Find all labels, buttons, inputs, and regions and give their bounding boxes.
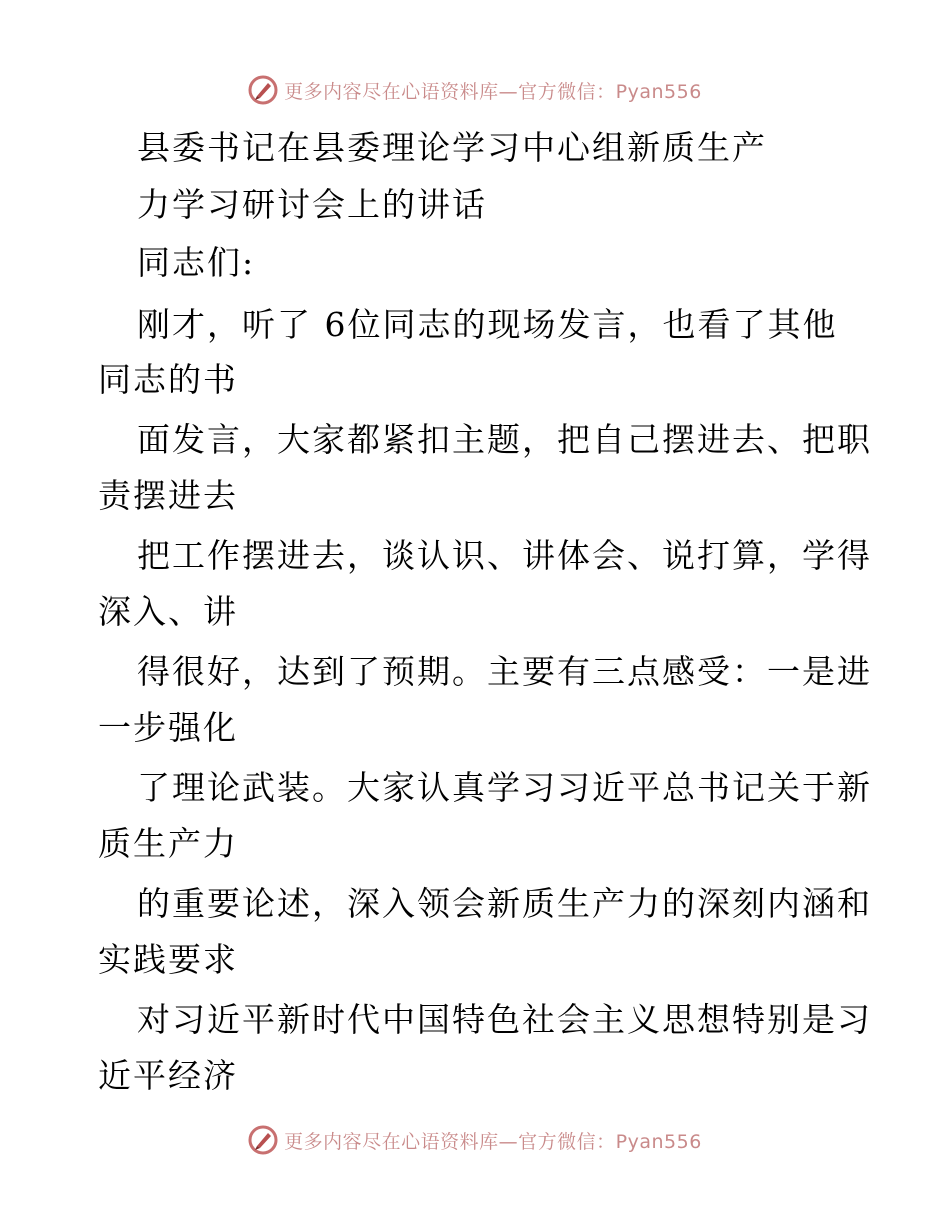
paragraph-line: 得很好，达到了预期。主要有三点感受：一是进	[137, 652, 872, 691]
paragraph-line: 近平经济	[98, 1056, 238, 1095]
paragraph-line: 质生产力	[98, 824, 238, 863]
pen-logo-icon	[248, 1125, 278, 1155]
watermark-text: 更多内容尽在心语资料库—官方微信：Pyan556	[284, 80, 702, 103]
paragraph-line: 了理论武装。大家认真学习习近平总书记关于新	[137, 768, 872, 807]
paragraph-line: 对习近平新时代中国特色社会主义思想特别是习	[137, 1000, 872, 1039]
title-line-1: 县委书记在县委理论学习中心组新质生产	[137, 128, 767, 167]
watermark-text: 更多内容尽在心语资料库—官方微信：Pyan556	[284, 1130, 702, 1153]
paragraph-line: 刚才，听了 6位同志的现场发言，也看了其他	[137, 305, 838, 344]
salutation: 同志们:	[137, 243, 256, 282]
paragraph-line: 同志的书	[98, 360, 238, 399]
watermark-footer	[0, 1120, 950, 1160]
paragraph-line: 面发言，大家都紧扣主题，把自己摆进去、把职	[137, 420, 872, 459]
paragraph-line: 一步强化	[98, 708, 238, 747]
paragraph-line: 责摆进去	[98, 476, 238, 515]
pen-logo-icon	[248, 75, 278, 105]
paragraph-line: 深入、讲	[98, 592, 238, 631]
watermark-header	[0, 70, 950, 110]
paragraph-line: 的重要论述，深入领会新质生产力的深刻内涵和	[137, 884, 872, 923]
paragraph-line: 把工作摆进去，谈认识、讲体会、说打算，学得	[137, 536, 872, 575]
paragraph-line: 实践要求	[98, 940, 238, 979]
title-line-2: 力学习研讨会上的讲话	[137, 185, 487, 224]
